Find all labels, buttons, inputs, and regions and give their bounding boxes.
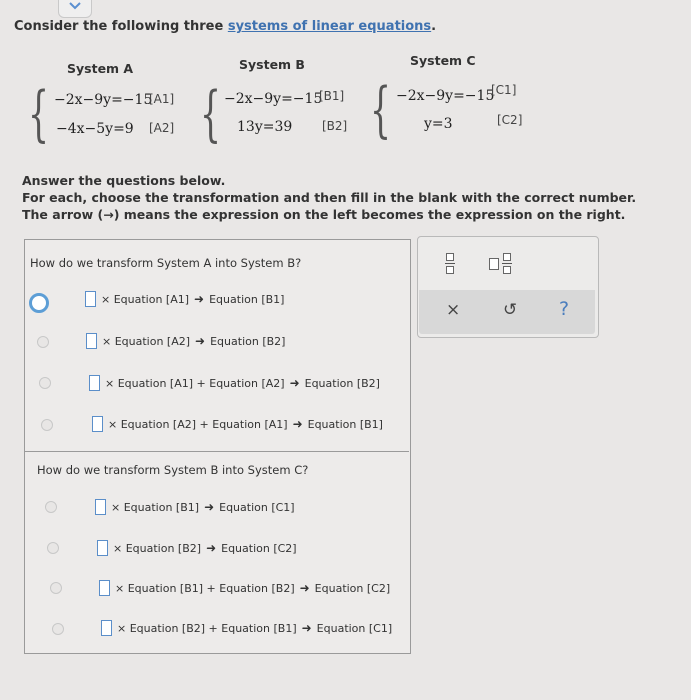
- q1-option2-left: × Equation [A2]: [102, 334, 191, 348]
- q2-option1-radio[interactable]: [45, 501, 57, 513]
- q1-option3-left: × Equation [A1] + Equation [A2]: [105, 376, 285, 390]
- q2-option2-left: × Equation [B2]: [113, 541, 202, 555]
- q2-option3-left: × Equation [B1] + Equation [B2]: [115, 581, 295, 595]
- right-arrow-icon: ➜: [301, 621, 312, 635]
- fraction-icon[interactable]: [445, 253, 455, 274]
- chevron-down-icon: [68, 1, 82, 11]
- right-arrow-icon: ➜: [299, 581, 310, 595]
- q2-option2-radio[interactable]: [47, 542, 59, 554]
- q1-option2-number-input[interactable]: [86, 333, 97, 349]
- system-c-eq2: y=3: [424, 116, 453, 132]
- q2-option3-radio[interactable]: [50, 582, 62, 594]
- system-b-title: System B: [239, 57, 305, 72]
- undo-button[interactable]: ↺: [503, 300, 518, 320]
- q1-option1-left: × Equation [A1]: [101, 292, 190, 306]
- q2-option3: [99, 580, 390, 596]
- q2-option4-radio[interactable]: [52, 623, 64, 635]
- q2-option4: [101, 620, 392, 636]
- collapse-button[interactable]: [58, 0, 92, 18]
- q2-option4-right: Equation [C1]: [316, 621, 393, 635]
- system-c-brace: {: [370, 75, 392, 145]
- q1-option2-radio[interactable]: [37, 336, 49, 348]
- q1-option1-number-input[interactable]: [85, 291, 96, 307]
- intro-prefix: Consider the following three: [14, 19, 228, 34]
- system-b-eq1: −2x−9y=−15: [224, 91, 323, 107]
- q2-option1-left: × Equation [B1]: [111, 500, 200, 514]
- right-arrow-icon: ➜: [289, 376, 300, 390]
- q2-option2-number-input[interactable]: [97, 540, 108, 556]
- instructions-line3: The arrow (→) means the expression on the left becomes the expression on the right.: [22, 207, 626, 222]
- q2-option1-number-input[interactable]: [95, 499, 106, 515]
- system-a-tag1: [A1]: [149, 92, 175, 106]
- q1-option3-radio[interactable]: [39, 377, 51, 389]
- system-b-tag2: [B2]: [322, 119, 348, 133]
- q2-option4-left: × Equation [B2] + Equation [B1]: [117, 621, 297, 635]
- q2-option3-number-input[interactable]: [99, 580, 110, 596]
- q2-option1-right: Equation [C1]: [219, 500, 295, 514]
- system-c-eq1: −2x−9y=−15: [396, 88, 495, 104]
- right-arrow-icon: ➜: [195, 334, 206, 348]
- help-button[interactable]: ?: [559, 298, 570, 320]
- q1-option1-radio[interactable]: [29, 293, 49, 313]
- intro-text: [14, 19, 436, 34]
- q1-option2-right: Equation [B2]: [210, 334, 286, 348]
- q2-option1: [95, 499, 295, 515]
- system-b-tag1: [B1]: [319, 89, 345, 103]
- q1-option4-right: Equation [B1]: [307, 417, 383, 431]
- system-c-tag1: [C1]: [491, 83, 517, 97]
- intro-suffix: .: [431, 19, 437, 34]
- system-a-brace: {: [28, 79, 50, 149]
- q1-option3-right: Equation [B2]: [304, 376, 380, 390]
- q1-option4: [92, 416, 383, 432]
- question2-title: How do we transform System B into System C?: [37, 463, 309, 477]
- q1-option3: [89, 375, 380, 391]
- instructions: [22, 172, 636, 223]
- system-a-title: System A: [67, 61, 134, 76]
- systems-link[interactable]: systems of linear equations: [227, 19, 432, 34]
- system-a-eq2: −4x−5y=9: [56, 121, 134, 137]
- system-b-brace: {: [200, 79, 222, 149]
- q1-option4-number-input[interactable]: [92, 416, 103, 432]
- q1-option1: [85, 291, 284, 307]
- system-a-eq1: −2x−9y=−15: [54, 92, 153, 108]
- q1-option2: [86, 333, 285, 349]
- q2-option2-right: Equation [C2]: [221, 541, 297, 555]
- system-c-tag2: [C2]: [497, 113, 523, 127]
- system-b-eq2: 13y=39: [237, 119, 293, 135]
- system-c-title: System C: [410, 53, 476, 68]
- instructions-line1: Answer the questions below.: [22, 173, 226, 188]
- q1-option1-right: Equation [B1]: [209, 292, 285, 306]
- q2-option3-right: Equation [C2]: [314, 581, 391, 595]
- q1-option4-left: × Equation [A2] + Equation [A1]: [108, 417, 288, 431]
- mixed-number-icon[interactable]: [489, 253, 512, 274]
- instructions-line2: For each, choose the transformation and then fill in the blank with the correct number.: [22, 190, 637, 205]
- system-a-tag2: [A2]: [149, 121, 175, 135]
- right-arrow-icon: ➜: [206, 541, 217, 555]
- clear-button[interactable]: ×: [446, 300, 461, 320]
- right-arrow-icon: ➜: [292, 417, 303, 431]
- right-arrow-icon: ➜: [194, 292, 205, 306]
- question-divider: [24, 451, 409, 452]
- right-arrow-icon: ➜: [204, 500, 215, 514]
- q1-option3-number-input[interactable]: [89, 375, 100, 391]
- q2-option2: [97, 540, 297, 556]
- q2-option4-number-input[interactable]: [101, 620, 112, 636]
- question1-title: How do we transform System A into System B?: [30, 256, 302, 270]
- q1-option4-radio[interactable]: [41, 419, 53, 431]
